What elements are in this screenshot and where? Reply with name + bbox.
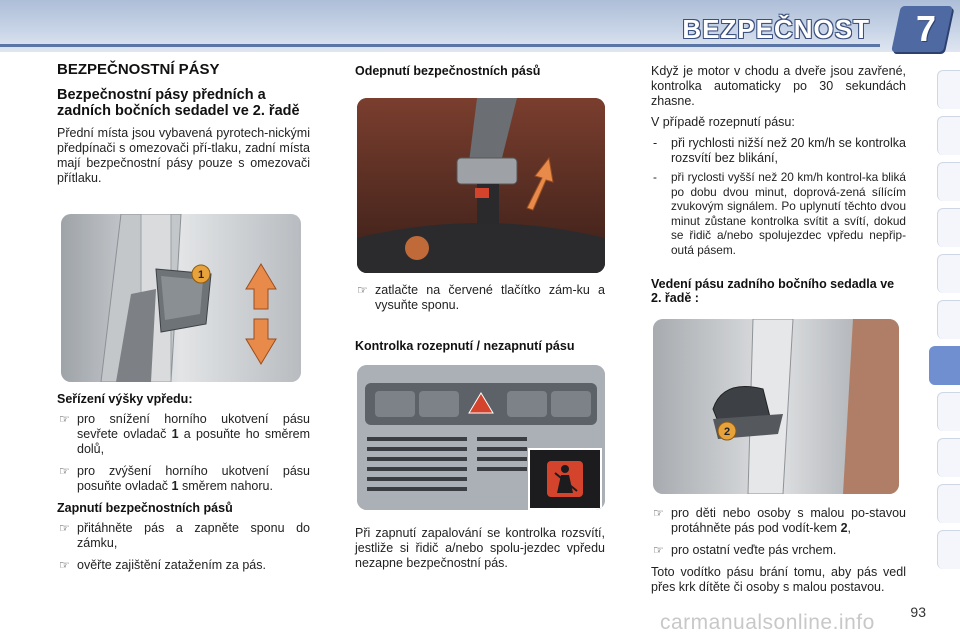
chapter-tab[interactable] [937, 438, 960, 477]
page-title: BEZPEČNOST [682, 14, 870, 44]
belt-height-illustration [61, 214, 301, 382]
warning-lamp-paragraph: Při zapnutí zapalování se kontrolka rozsvítí, jestliže si řidič a/nebo spolu-jezdec vpředu nezapne bezpečnostní pás. [355, 526, 605, 570]
pointing-hand-icon: ☞ [653, 506, 664, 520]
warning-lamp-photo [357, 365, 605, 510]
chapter-tab[interactable] [937, 530, 960, 569]
pointing-hand-icon: ☞ [59, 558, 70, 572]
belt-height-photo [61, 214, 301, 382]
chapter-tab[interactable] [937, 392, 960, 431]
photo-callout-1: 1 [197, 269, 205, 281]
chapter-number: 7 [915, 8, 936, 49]
seatbelt-warning-icon [561, 465, 569, 473]
unfasten-title: Odepnutí bezpečnostních pásů [355, 64, 541, 78]
list-item: ☞ ověřte zajištění zatažením za pás. [59, 558, 266, 572]
list-item: ☞ zatlačte na červené tlačítko zám-ku a vysuňte sponu. [357, 283, 605, 312]
pointing-hand-icon: ☞ [59, 412, 70, 426]
list-item: ☞ pro děti nebo osoby s malou po-stavou protáhněte pás pod vodít-kem 2, [653, 506, 906, 535]
belt-guide-photo [653, 319, 899, 494]
subsection-title: Bezpečnostní pásy předních a zadních bočních sedadel ve 2. řadě [57, 87, 300, 119]
height-adjust-title: Seřízení výšky vpředu: [57, 392, 193, 406]
pointing-hand-icon: ☞ [59, 464, 70, 478]
belt-guide-illustration [653, 319, 899, 494]
pointing-hand-icon: ☞ [59, 521, 70, 535]
chapter-tab-active[interactable] [929, 346, 960, 385]
header-band [0, 0, 960, 52]
warning-lamp-title: Kontrolka rozepnutí / nezapnutí pásu [355, 339, 575, 353]
chapter-tab[interactable] [937, 162, 960, 201]
list-item: - při rychlosti nižší než 20 km/h se kontrolka rozsvítí bez blikání, [653, 136, 906, 165]
photo-callout-2: 2 [723, 426, 731, 438]
chapter-tab[interactable] [937, 484, 960, 523]
column-middle [355, 58, 605, 577]
list-item: ☞ pro snížení horního ukotvení pásu sevřete ovladač 1 a posuňte ho směrem dolů, [59, 412, 310, 456]
pointing-hand-icon: ☞ [653, 543, 664, 557]
watermark: carmanualsonline.info [660, 611, 875, 634]
list-item: ☞ pro ostatní veďte pás vrchem. [653, 543, 837, 557]
chapter-tab[interactable] [937, 300, 960, 339]
pointing-hand-icon: ☞ [357, 283, 368, 297]
column-left [57, 58, 310, 580]
buckle-release-photo [357, 98, 605, 273]
intro-paragraph: Přední místa jsou vybavená pyrotech-nickými předpínači s omezovači pří-tlaku, zadní místa mají bezpečnostní pásy pouze s omezovači přítlaku. [57, 126, 310, 185]
paragraph: Toto vodítko pásu brání tomu, aby pás vedl přes krk dítěte či osoby s malou postavou. [651, 565, 906, 594]
belt-guide-title: Vedení pásu zadního bočního sedadla ve 2. řadě : [651, 277, 895, 305]
list-item: - při ryclosti vyšší než 20 km/h kontrol-ka bliká po dobu dvou minut, doprová-zená sílícím zvukovým signálem. Po uplynutí těchto dvou minut zůstane kontrolka svítit a svítí, dokud se řidič a/nebo spolujezdec vpředu nepřip-outá pásem. [653, 170, 906, 257]
chapter-tab[interactable] [937, 254, 960, 293]
chapter-tab[interactable] [937, 116, 960, 155]
paragraph: Když je motor v chodu a dveře jsou zavřené, kontrolka automaticky po 30 sekundách zhasne. [651, 64, 906, 108]
paragraph: V případě rozepnutí pásu: [651, 115, 795, 129]
section-title: BEZPEČNOSTNÍ PÁSY [57, 61, 220, 78]
column-right [651, 58, 906, 601]
chapter-tab[interactable] [937, 70, 960, 109]
buckle-release-illustration [357, 98, 605, 273]
chapter-tabs [934, 70, 960, 570]
page-number: 93 [910, 604, 926, 620]
chapter-tab[interactable] [937, 208, 960, 247]
list-item: ☞ pro zvýšení horního ukotvení pásu posuňte ovladač 1 směrem nahoru. [59, 464, 310, 493]
dashboard-illustration [357, 365, 605, 510]
fasten-title: Zapnutí bezpečnostních pásů [57, 501, 233, 515]
list-item: ☞ přitáhněte pás a zapněte sponu do zámku, [59, 521, 310, 550]
